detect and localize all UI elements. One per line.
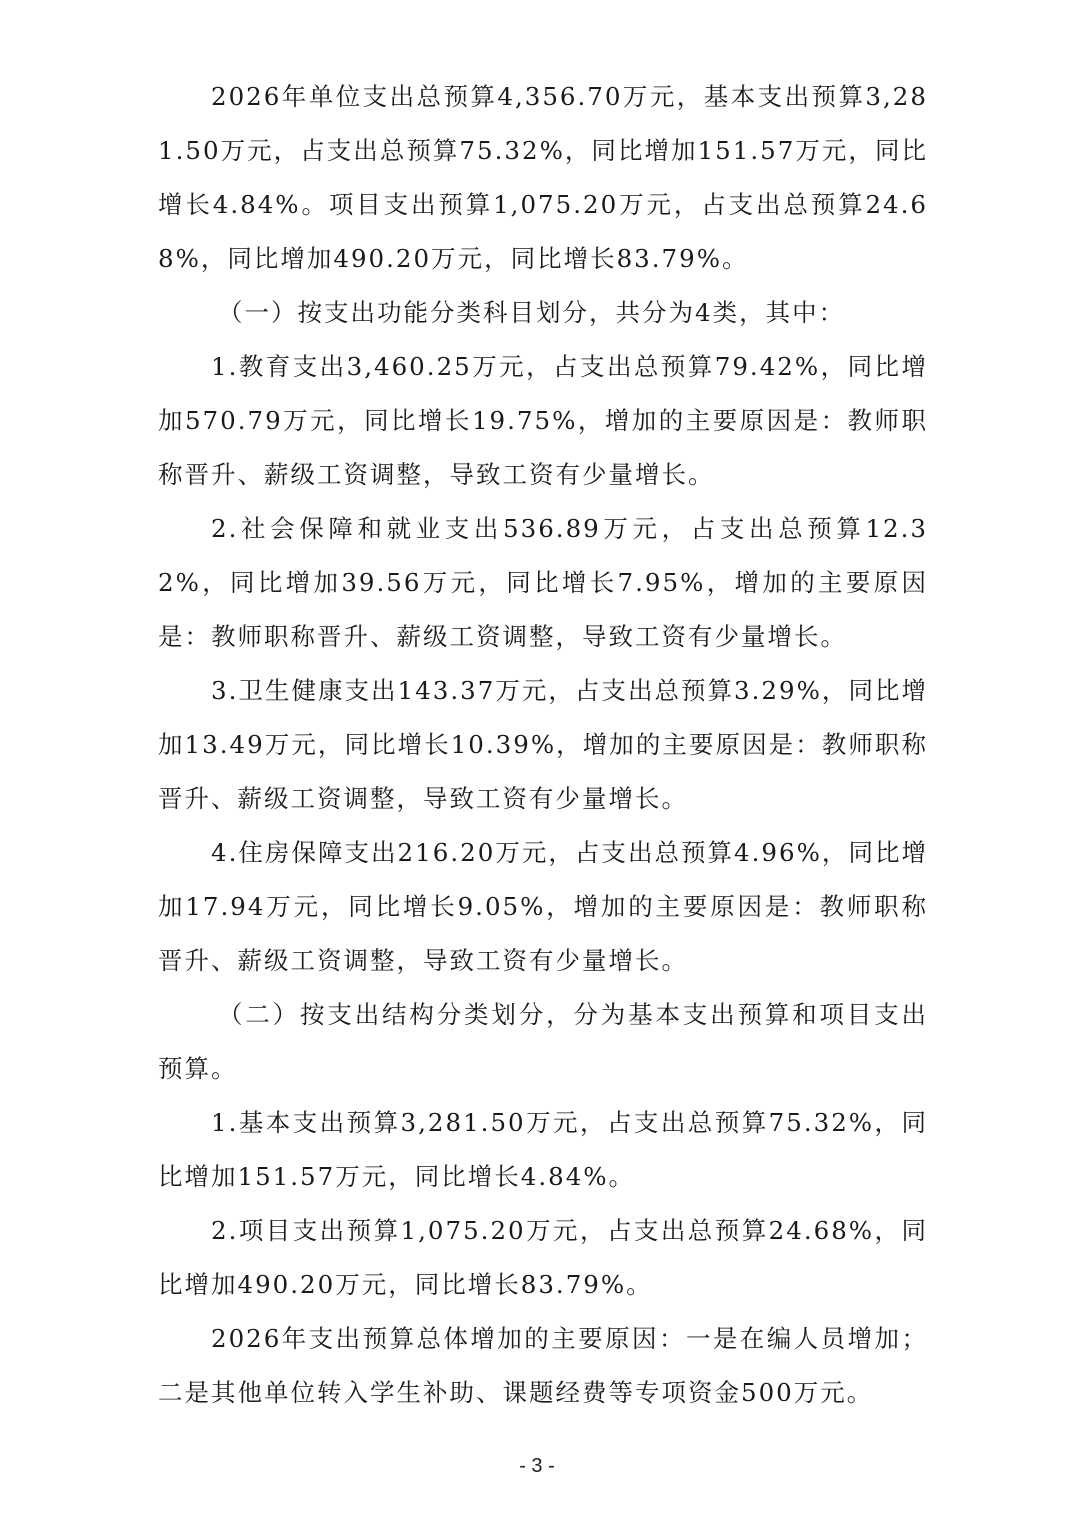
paragraph-housing-expense: 4.住房保障支出216.20万元，占支出总预算4.96%，同比增加17.94万元，同比增长9.05%，增加的主要原因是：教师职称晋升、薪级工资调整，导致工资有少量增长。 [158, 838, 928, 975]
document-body [158, 70, 928, 1420]
paragraph-basic-expense: 1.基本支出预算3,281.50万元，占支出总预算75.32%，同比增加151.57万元，同比增长4.84%。 [158, 1108, 928, 1191]
paragraph-increase-reasons: 2026年支出预算总体增加的主要原因：一是在编人员增加；二是其他单位转入学生补助、课题经费等专项资金500万元。 [158, 1324, 928, 1407]
heading-functional-classification: （一）按支出功能分类科目划分，共分为4类，其中： [218, 298, 846, 327]
paragraph-budget-overview: 2026年单位支出总预算4,356.70万元，基本支出预算3,281.50万元，占支出总预算75.32%，同比增加151.57万元，同比增长4.84%。项目支出预算1,075.20万元，占支出总预算24.68%，同比增加490.20万元，同比增长83.79%。 [158, 82, 928, 273]
paragraph-social-security-expense: 2.社会保障和就业支出536.89万元，占支出总预算12.32%，同比增加39.56万元，同比增长7.95%，增加的主要原因是：教师职称晋升、薪级工资调整，导致工资有少量增长。 [158, 514, 928, 651]
paragraph-health-expense: 3.卫生健康支出143.37万元，占支出总预算3.29%，同比增加13.49万元，同比增长10.39%，增加的主要原因是：教师职称晋升、薪级工资调整，导致工资有少量增长。 [158, 676, 928, 813]
paragraph-project-expense: 2.项目支出预算1,075.20万元，占支出总预算24.68%，同比增加490.20万元，同比增长83.79%。 [158, 1216, 928, 1299]
paragraph-education-expense: 1.教育支出3,460.25万元，占支出总预算79.42%，同比增加570.79万元，同比增长19.75%，增加的主要原因是：教师职称晋升、薪级工资调整，导致工资有少量增长。 [158, 352, 928, 489]
heading-structural-classification: （二）按支出结构分类划分，分为基本支出预算和项目支出预算。 [158, 1000, 928, 1083]
page-number: - 3 - [519, 1455, 555, 1477]
